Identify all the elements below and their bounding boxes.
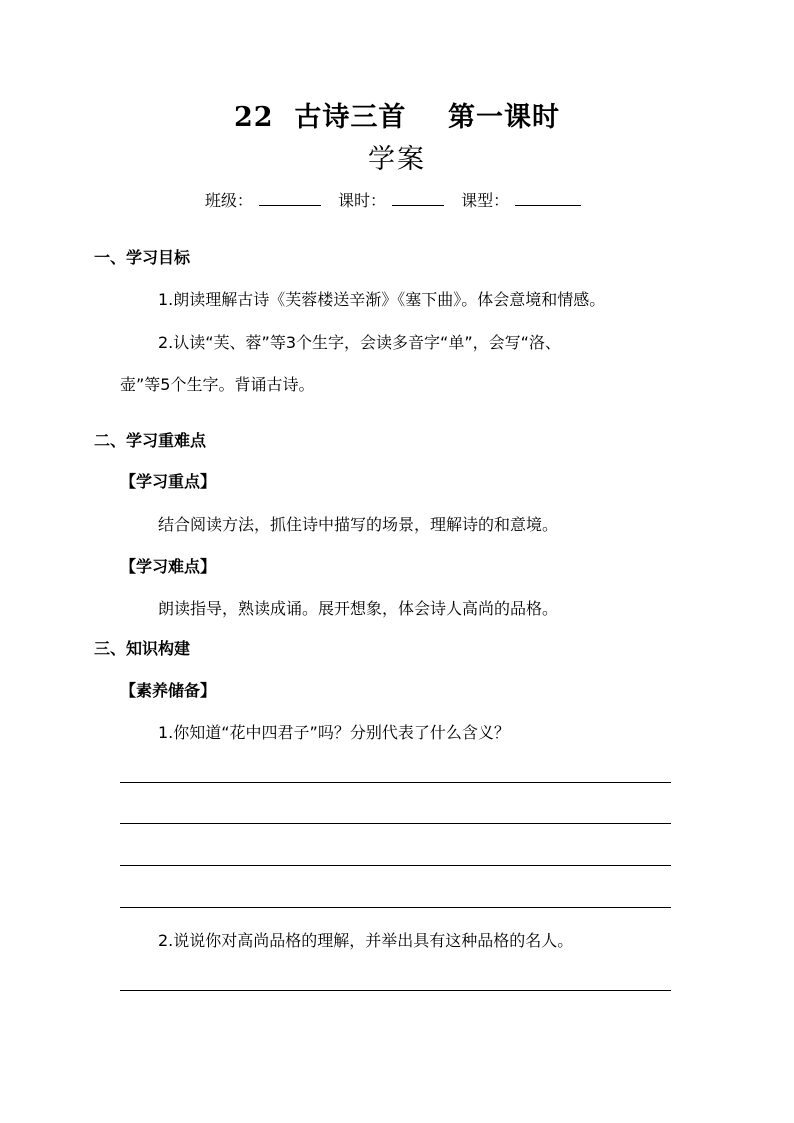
objective-item-1: 1.朗读理解古诗《芙蓉楼送辛渐》《塞下曲》。体会意境和情感。 xyxy=(158,290,606,309)
period-label: 课时： xyxy=(337,191,386,210)
type-blank[interactable] xyxy=(515,189,581,206)
objective-item-2-cont: 壶”等5个生字。背诵古诗。 xyxy=(120,375,315,394)
period-blank[interactable] xyxy=(392,189,444,206)
literacy-label: 【素养储备】 xyxy=(120,681,217,700)
info-line xyxy=(0,188,794,214)
answer-line-1[interactable] xyxy=(120,782,671,783)
class-label: 班级： xyxy=(204,191,253,210)
type-label: 课型： xyxy=(461,191,510,210)
section-heading-key-points: 二、学习重难点 xyxy=(94,431,207,450)
page-title: 22 古诗三首 第一课时 xyxy=(234,102,560,133)
class-blank[interactable] xyxy=(259,189,321,206)
difficult-point-label: 【学习难点】 xyxy=(120,557,217,576)
section-heading-objectives: 一、学习目标 xyxy=(94,248,191,267)
answer-line-2[interactable] xyxy=(120,823,671,824)
page-subtitle: 学案 xyxy=(368,144,426,175)
difficult-point-text: 朗读指导，熟读成诵。展开想象，体会诗人高尚的品格。 xyxy=(158,599,559,618)
objective-item-2: 2.认读“芙、蓉”等3个生字，会读多音字“单”，会写“洛、 xyxy=(158,333,561,352)
key-point-label: 【学习重点】 xyxy=(120,472,217,491)
answer-line-5[interactable] xyxy=(120,990,671,991)
answer-line-3[interactable] xyxy=(120,865,671,866)
section-heading-knowledge: 三、知识构建 xyxy=(94,639,191,658)
key-point-text: 结合阅读方法，抓住诗中描写的场景，理解诗的和意境。 xyxy=(158,515,559,534)
question-2: 2.说说你对高尚品格的理解，并举出具有这种品格的名人。 xyxy=(158,931,574,950)
answer-line-4[interactable] xyxy=(120,907,671,908)
question-1: 1.你知道“花中四君子”吗？分别代表了什么含义？ xyxy=(158,723,510,742)
